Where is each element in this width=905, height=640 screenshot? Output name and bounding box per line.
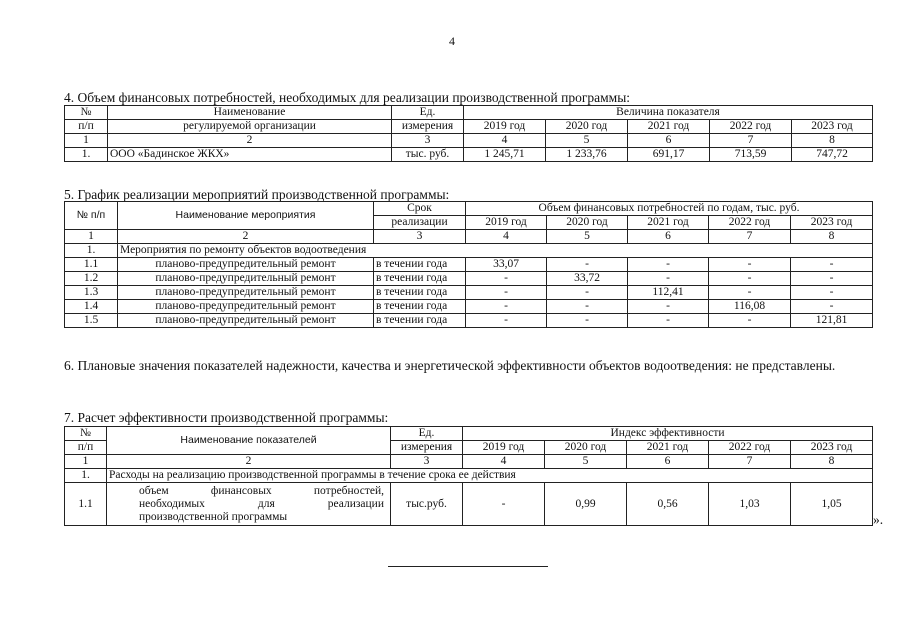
footer-rule <box>388 566 548 567</box>
header-year: 2023 год <box>792 120 873 134</box>
header-year: 2023 год <box>791 441 873 455</box>
row-num: 1.3 <box>65 286 118 300</box>
index-cell: 5 <box>545 455 627 469</box>
index-cell: 5 <box>546 134 628 148</box>
table-row <box>65 148 873 162</box>
indicator-name-line: необходимых для реализации <box>139 497 384 510</box>
index-cell: 2 <box>108 134 392 148</box>
table-row <box>65 272 873 286</box>
unit: тыс. руб. <box>392 148 464 162</box>
index-cell: 2 <box>107 455 391 469</box>
value-cell: - <box>709 286 791 300</box>
value-cell: - <box>628 272 709 286</box>
header-year: 2022 год <box>710 120 792 134</box>
value-cell: - <box>466 272 547 286</box>
value-cell: 713,59 <box>710 148 792 162</box>
value-cell: - <box>791 286 873 300</box>
header-unit-line1: Ед. <box>391 427 463 441</box>
value-cell: - <box>466 314 547 328</box>
financial-needs-table <box>64 105 873 162</box>
value-cell: - <box>547 286 628 300</box>
row-num: 1.2 <box>65 272 118 286</box>
header-year: 2021 год <box>628 120 710 134</box>
group-row <box>65 244 873 258</box>
table-row <box>65 258 873 272</box>
term: в течении года <box>374 286 466 300</box>
header-index: Индекс эффективности <box>463 427 873 441</box>
index-cell: 3 <box>374 230 466 244</box>
header-unit-line2: измерения <box>391 441 463 455</box>
index-cell: 4 <box>464 134 546 148</box>
header-num-line2: п/п <box>65 441 107 455</box>
row-num: 1.5 <box>65 314 118 328</box>
activity-name: планово-предупредительный ремонт <box>118 314 374 328</box>
value-cell: 1,05 <box>791 483 873 526</box>
value-cell: 33,72 <box>547 272 628 286</box>
index-cell: 7 <box>709 230 791 244</box>
index-cell: 1 <box>65 455 107 469</box>
group-title: Расходы на реализацию производственной программы в течение срока ее действия <box>107 469 873 483</box>
header-volume: Объем финансовых потребностей по годам, тыс. руб. <box>466 202 873 216</box>
indicator-name-line: объем финансовых потребностей, <box>139 484 384 497</box>
value-cell: - <box>791 300 873 314</box>
header-org-line2: регулируемой организации <box>108 120 392 134</box>
index-cell: 6 <box>627 455 709 469</box>
activity-name: планово-предупредительный ремонт <box>118 286 374 300</box>
row-num: 1.1 <box>65 258 118 272</box>
index-row <box>65 134 873 148</box>
value-cell: - <box>709 314 791 328</box>
index-cell: 6 <box>628 230 709 244</box>
row-num: 1.4 <box>65 300 118 314</box>
indicator-name <box>107 483 391 526</box>
index-cell: 4 <box>466 230 547 244</box>
index-cell: 7 <box>710 134 792 148</box>
value-cell: - <box>547 300 628 314</box>
index-cell: 3 <box>391 455 463 469</box>
header-num-line1: № <box>65 427 107 441</box>
header-year: 2021 год <box>628 216 709 230</box>
closing-quote-mark: ». <box>873 512 884 527</box>
header-term-line1: Срок <box>374 202 466 216</box>
table-row <box>65 300 873 314</box>
term: в течении года <box>374 272 466 286</box>
term: в течении года <box>374 314 466 328</box>
index-row <box>65 230 873 244</box>
header-year: 2020 год <box>546 120 628 134</box>
term: в течении года <box>374 258 466 272</box>
section-4-heading: 4. Объем финансовых потребностей, необходимых для реализации производственной программы: <box>64 90 631 105</box>
value-cell: 112,41 <box>628 286 709 300</box>
table-row <box>65 286 873 300</box>
value-cell: - <box>628 300 709 314</box>
table-row <box>65 483 873 526</box>
value-cell: - <box>709 272 791 286</box>
index-cell: 4 <box>463 455 545 469</box>
header-year: 2020 год <box>547 216 628 230</box>
row-num: 1. <box>65 148 108 162</box>
value-cell: - <box>466 286 547 300</box>
unit: тыс.руб. <box>391 483 463 526</box>
value-cell: 1 245,71 <box>464 148 546 162</box>
group-title: Мероприятия по ремонту объектов водоотведения <box>118 244 873 258</box>
index-cell: 5 <box>547 230 628 244</box>
term: в течении года <box>374 300 466 314</box>
header-num-line1: № <box>65 106 108 120</box>
group-row <box>65 469 873 483</box>
index-cell: 3 <box>392 134 464 148</box>
row-num: 1. <box>65 244 118 258</box>
value-cell: 691,17 <box>628 148 710 162</box>
header-year: 2023 год <box>791 216 873 230</box>
value-cell: 1,03 <box>709 483 791 526</box>
efficiency-table <box>64 426 873 526</box>
activity-name: планово-предупредительный ремонт <box>118 272 374 286</box>
index-cell: 6 <box>628 134 710 148</box>
header-name: Наименование мероприятия <box>118 202 374 230</box>
section-7-heading: 7. Расчет эффективности производственной программы: <box>64 410 389 425</box>
index-cell: 8 <box>792 134 873 148</box>
header-year: 2019 год <box>463 441 545 455</box>
row-num: 1.1 <box>65 483 107 526</box>
header-year: 2020 год <box>545 441 627 455</box>
value-cell: - <box>547 314 628 328</box>
schedule-table <box>64 201 873 328</box>
header-name: Наименование показателей <box>107 427 391 455</box>
value-cell: - <box>628 258 709 272</box>
value-cell: - <box>791 258 873 272</box>
header-num-line2: п/п <box>65 120 108 134</box>
index-cell: 7 <box>709 455 791 469</box>
header-term-line2: реализации <box>374 216 466 230</box>
index-cell: 1 <box>65 230 118 244</box>
table-row <box>65 314 873 328</box>
header-unit-line1: Ед. <box>392 106 464 120</box>
page-number: 4 <box>449 34 455 48</box>
value-cell: - <box>709 258 791 272</box>
value-cell: - <box>547 258 628 272</box>
index-cell: 8 <box>791 230 873 244</box>
value-cell: 121,81 <box>791 314 873 328</box>
value-cell: - <box>463 483 545 526</box>
value-cell: 1 233,76 <box>546 148 628 162</box>
index-cell: 2 <box>118 230 374 244</box>
header-num: № п/п <box>65 202 118 230</box>
value-cell: - <box>628 314 709 328</box>
section-6-text: 6. Плановые значения показателей надежности, качества и энергетической эффективности объектов водоотведения: не представлены. <box>64 358 836 373</box>
header-year: 2019 год <box>464 120 546 134</box>
header-year: 2022 год <box>709 216 791 230</box>
activity-name: планово-предупредительный ремонт <box>118 300 374 314</box>
header-year: 2021 год <box>627 441 709 455</box>
value-cell: 0,99 <box>545 483 627 526</box>
org-name: ООО «Бадинское ЖКХ» <box>108 148 392 162</box>
indicator-name-line: производственной программы <box>139 510 288 523</box>
value-cell: 0,56 <box>627 483 709 526</box>
value-cell: - <box>791 272 873 286</box>
header-value: Величина показателя <box>464 106 873 120</box>
index-row <box>65 455 873 469</box>
index-cell: 1 <box>65 134 108 148</box>
activity-name: планово-предупредительный ремонт <box>118 258 374 272</box>
value-cell: 33,07 <box>466 258 547 272</box>
value-cell: 116,08 <box>709 300 791 314</box>
header-year: 2022 год <box>709 441 791 455</box>
row-num: 1. <box>65 469 107 483</box>
value-cell: - <box>466 300 547 314</box>
section-5-heading: 5. График реализации мероприятий производственной программы: <box>64 187 450 202</box>
value-cell: 747,72 <box>792 148 873 162</box>
header-unit-line2: измерения <box>392 120 464 134</box>
index-cell: 8 <box>791 455 873 469</box>
header-org-line1: Наименование <box>108 106 392 120</box>
header-year: 2019 год <box>466 216 547 230</box>
